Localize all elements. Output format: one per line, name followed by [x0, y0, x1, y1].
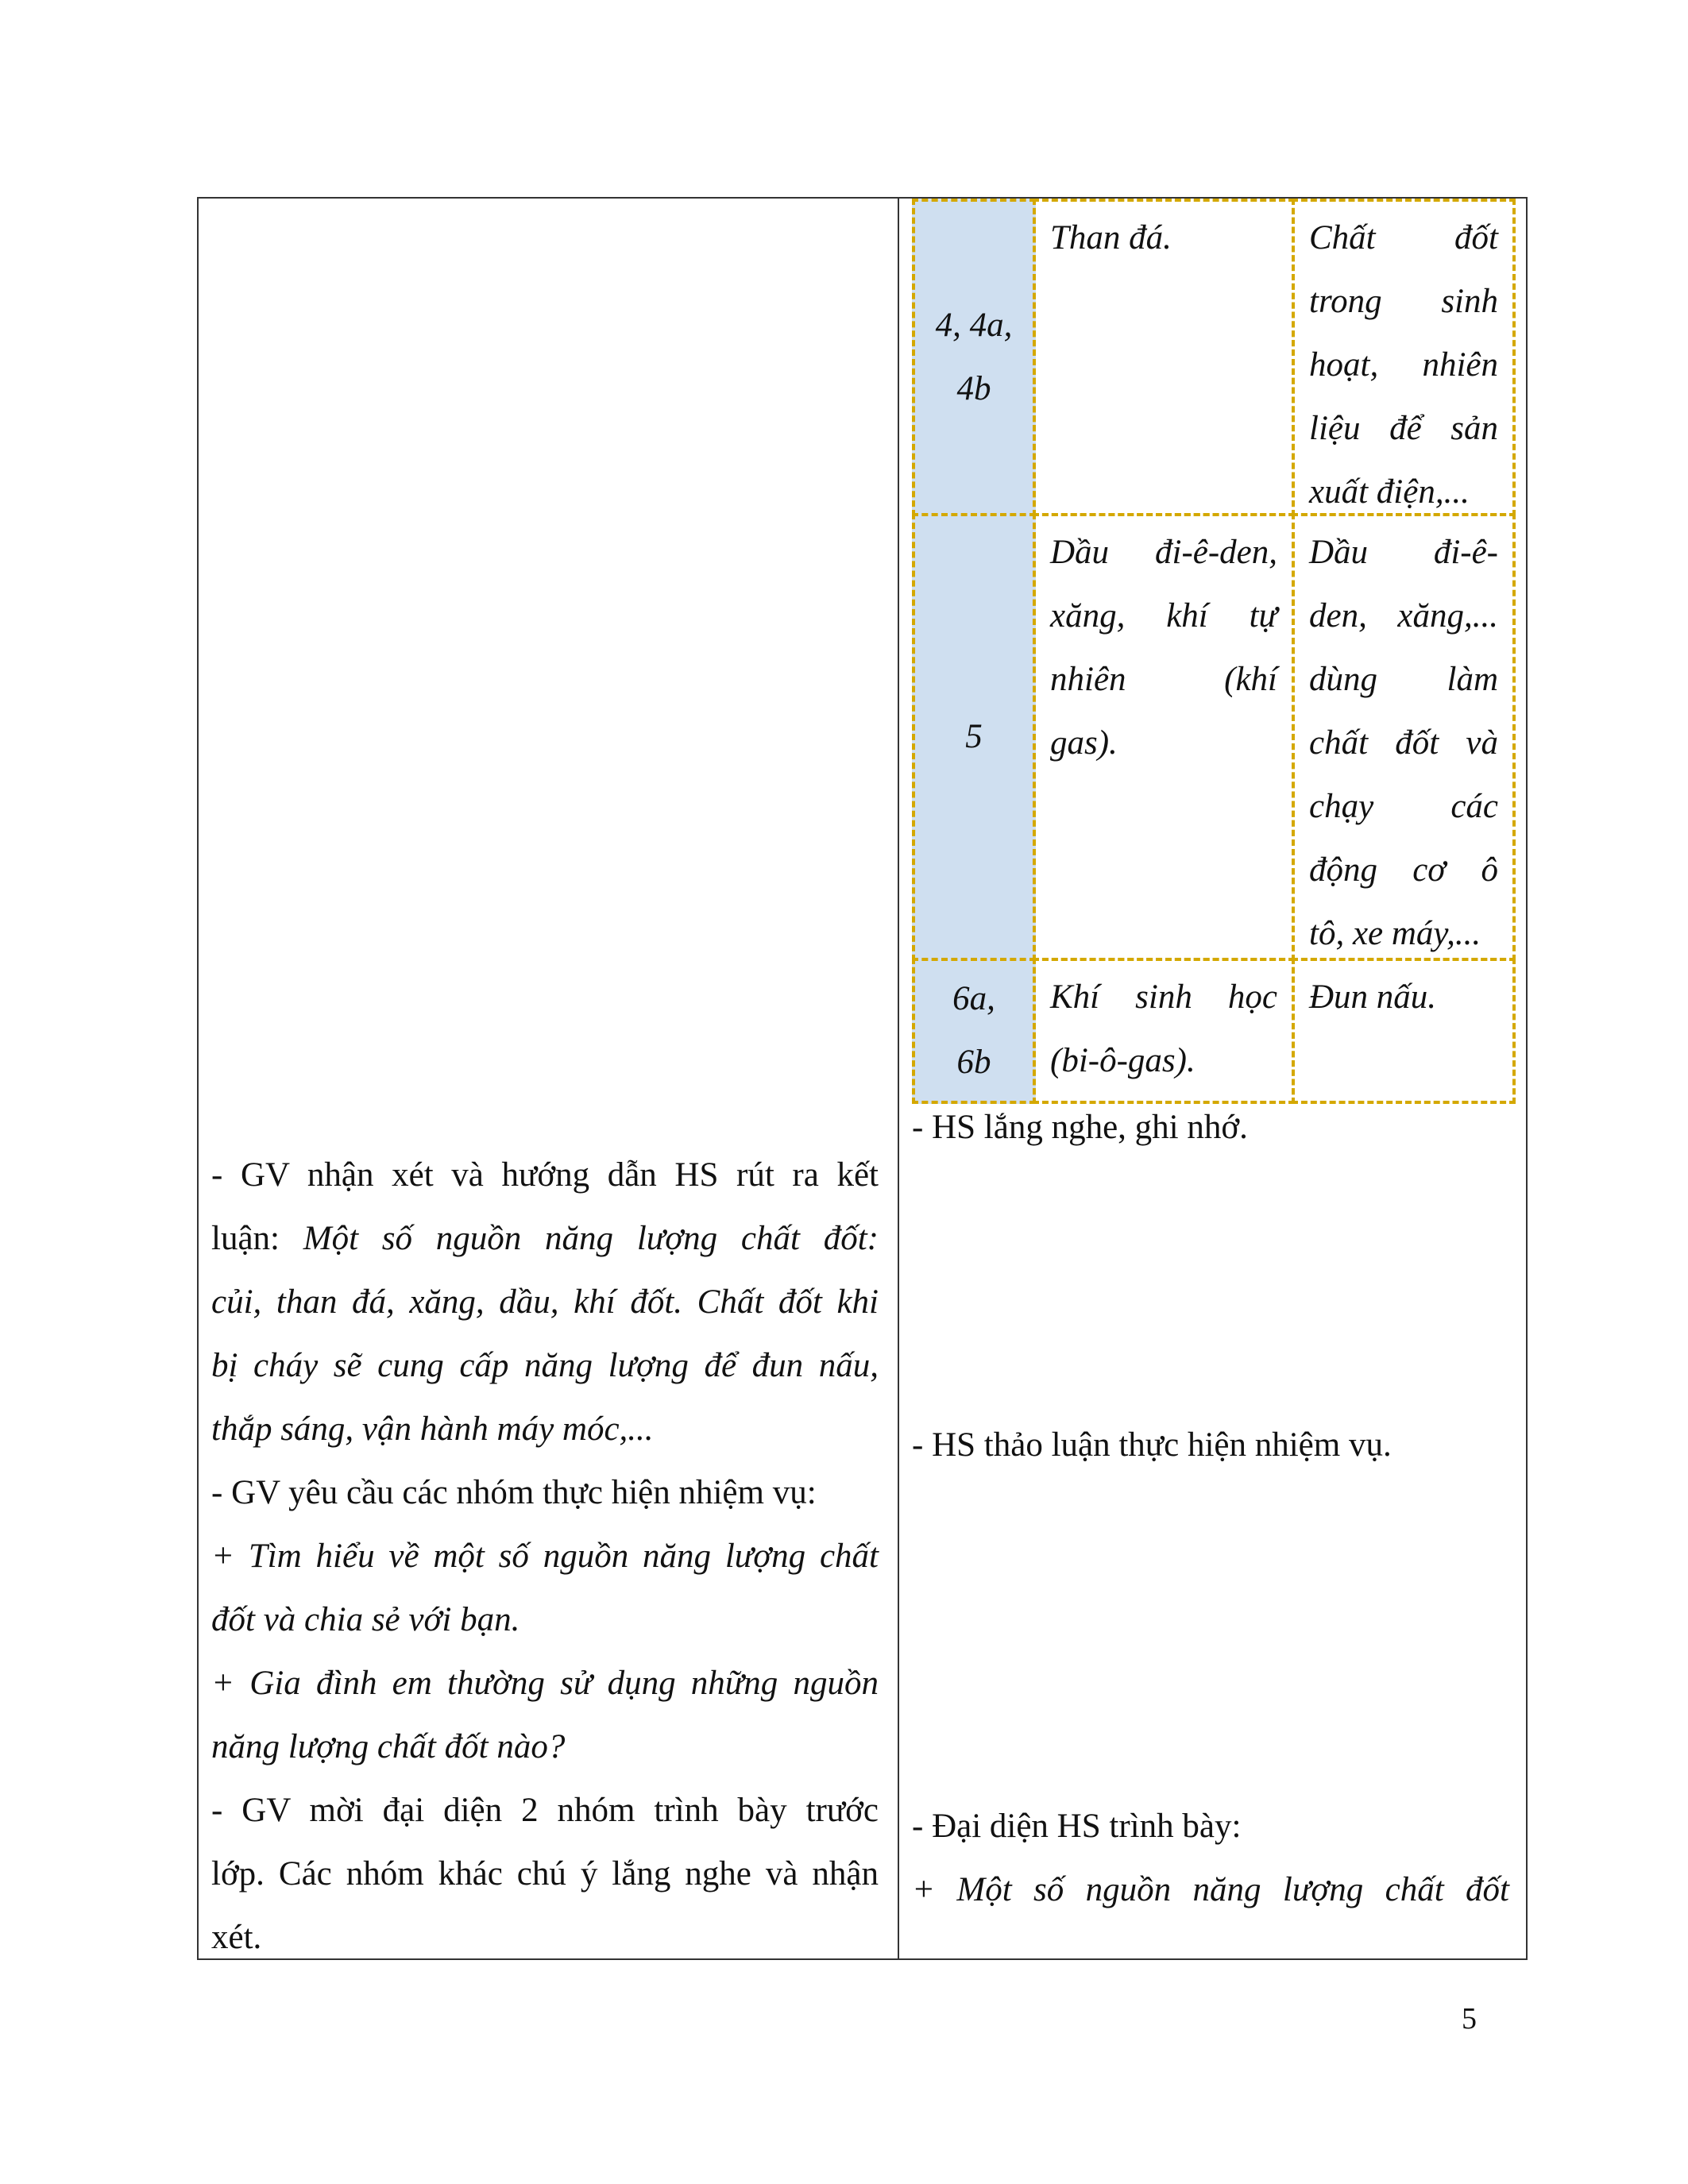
use-line: tô, xe máy,... — [1309, 915, 1481, 952]
use-line: chạy các — [1309, 788, 1498, 825]
fuel-line: nhiên (khí — [1050, 661, 1277, 698]
task-item: + Tìm hiểu về một số nguồn năng lượng chất — [211, 1538, 879, 1575]
fuel-line: gas). — [1050, 724, 1118, 762]
fuel-line: Dầu đi-ê-den, — [1050, 534, 1277, 571]
row-number-cell — [912, 199, 1036, 516]
row-number-line: 6a, — [952, 980, 995, 1017]
use-line: dùng làm — [1309, 661, 1498, 698]
fuel-cell — [1033, 958, 1295, 1104]
hs-present-item: + Một số nguồn năng lượng chất đốt — [912, 1871, 1509, 1908]
page-number: 5 — [1462, 2002, 1477, 2035]
use-cell — [1292, 958, 1516, 1104]
row-number-cell — [912, 513, 1036, 961]
row-number-line: 6b — [956, 1044, 991, 1081]
conclusion-text: Một số nguồn năng lượng chất đốt: — [303, 1220, 879, 1257]
task-item: + Gia đình em thường sử dụng những nguồn — [211, 1665, 879, 1702]
use-line: chất đốt và — [1309, 724, 1498, 762]
use-cell — [1292, 513, 1516, 961]
use-line: xuất điện,... — [1309, 473, 1470, 511]
task-item: đốt và chia sẻ với bạn. — [211, 1601, 520, 1638]
use-line: liệu để sản — [1309, 410, 1498, 447]
fuel-cell — [1033, 199, 1295, 516]
use-line: Đun nấu. — [1309, 978, 1437, 1016]
column-divider — [898, 199, 899, 1958]
fuel-line: Khí sinh học — [1050, 978, 1277, 1016]
conclusion-text: củi, than đá, xăng, dầu, khí đốt. Chất đốt khi — [211, 1283, 879, 1321]
fuel-line: xăng, khí tự — [1050, 597, 1277, 635]
use-line: hoạt, nhiên — [1309, 346, 1498, 384]
hs-present: - Đại diện HS trình bày: — [912, 1808, 1242, 1845]
row-number-line: 4, 4a, — [935, 307, 1013, 344]
gv-conclusion-line: - GV nhận xét và hướng dẫn HS rút ra kết — [211, 1156, 879, 1194]
fuel-cell — [1033, 513, 1295, 961]
use-line: trong sinh — [1309, 283, 1498, 320]
fuel-line: Than đá. — [1050, 219, 1172, 257]
gv-invite: - GV mời đại diện 2 nhóm trình bày trước — [211, 1792, 879, 1829]
gv-conclusion-line — [211, 1207, 879, 1271]
conclusion-label: luận: — [211, 1220, 303, 1257]
fuel-line: (bi-ô-gas). — [1050, 1042, 1196, 1079]
row-number-line: 5 — [965, 718, 983, 755]
gv-task: - GV yêu cầu các nhóm thực hiện nhiệm vụ: — [211, 1474, 817, 1511]
use-line: Chất đốt — [1309, 219, 1498, 257]
use-cell — [1292, 199, 1516, 516]
fuel-table — [912, 199, 1516, 1104]
conclusion-text: bị cháy sẽ cung cấp năng lượng để đun nấu, — [211, 1347, 879, 1384]
use-line: den, xăng,... — [1309, 597, 1498, 635]
use-line: Dầu đi-ê- — [1309, 534, 1498, 571]
task-item: năng lượng chất đốt nào? — [211, 1728, 566, 1765]
use-line: động cơ ô — [1309, 851, 1498, 889]
gv-invite: lớp. Các nhóm khác chú ý lắng nghe và nhận — [211, 1855, 879, 1893]
row-number-cell — [912, 958, 1036, 1104]
hs-listen: - HS lắng nghe, ghi nhớ. — [912, 1109, 1248, 1146]
conclusion-text: thắp sáng, vận hành máy móc,... — [211, 1410, 654, 1448]
gv-invite: xét. — [211, 1919, 262, 1956]
row-number-line: 4b — [956, 370, 991, 407]
hs-discuss: - HS thảo luận thực hiện nhiệm vụ. — [912, 1426, 1392, 1464]
